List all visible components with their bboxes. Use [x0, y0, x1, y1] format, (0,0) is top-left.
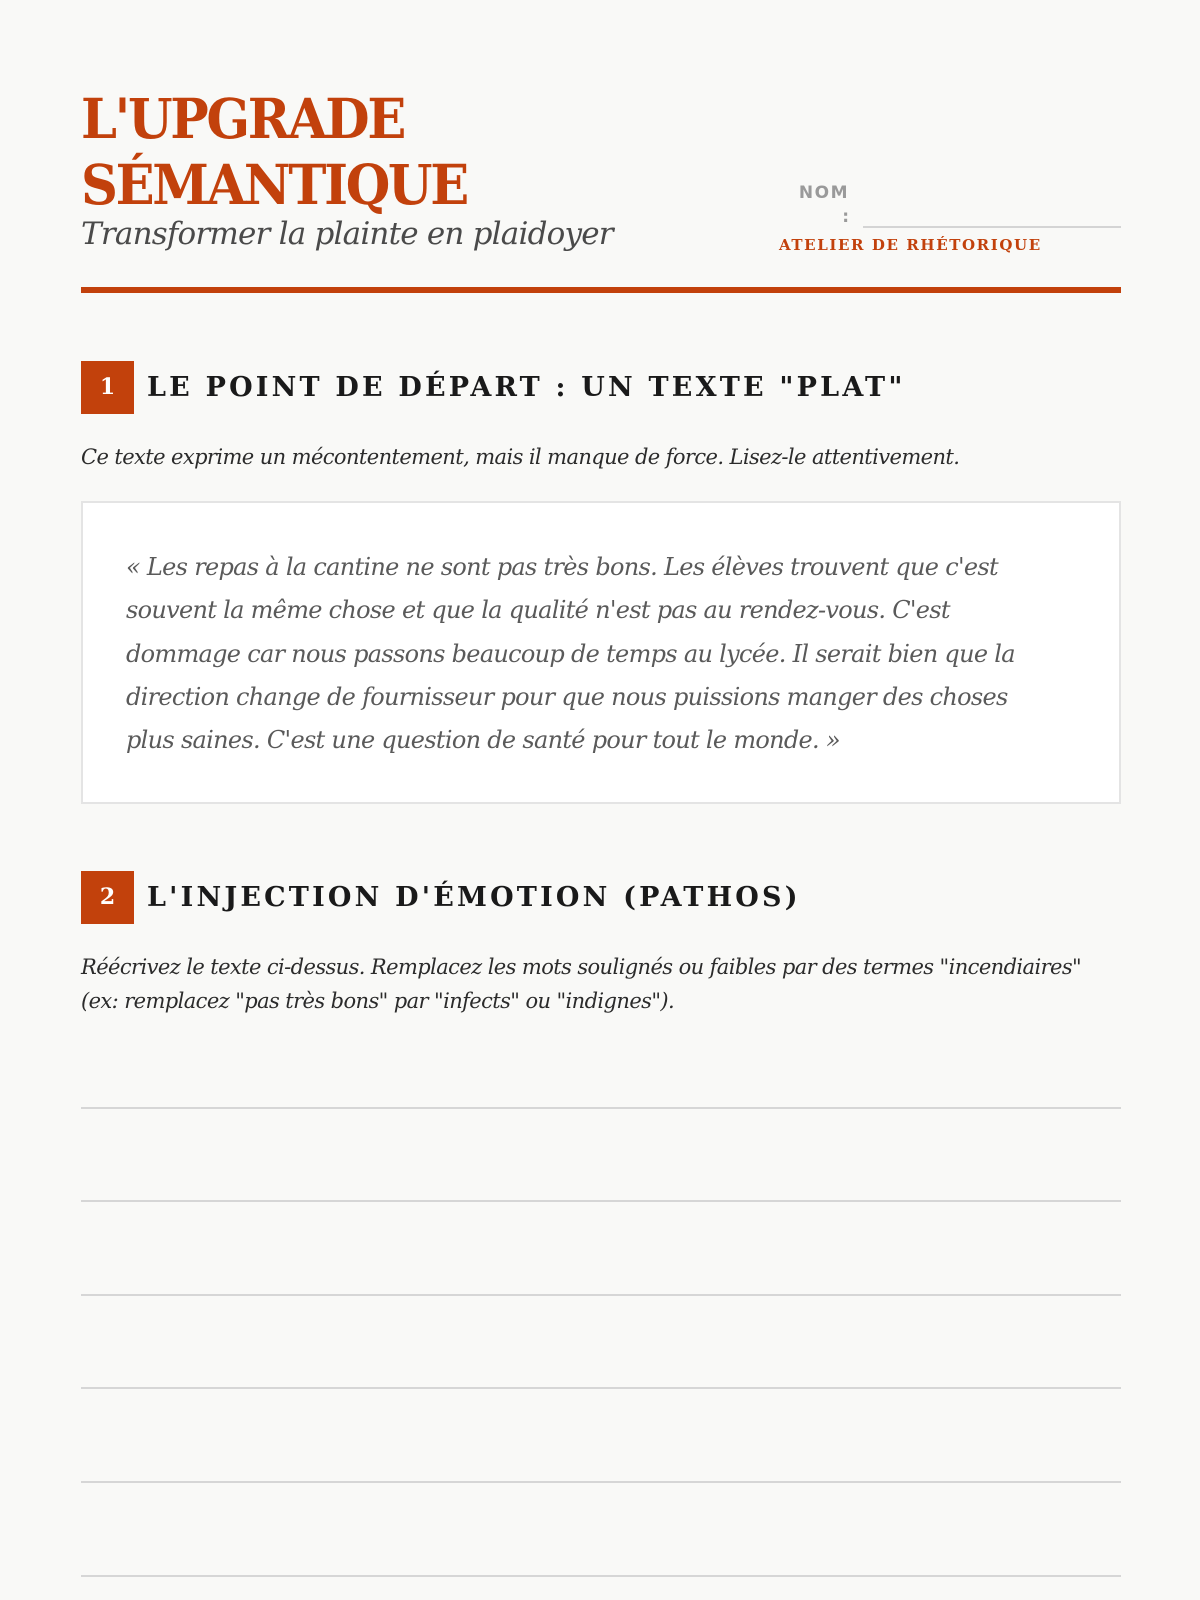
- writing-line[interactable]: [81, 1575, 1121, 1577]
- writing-line[interactable]: [81, 1481, 1121, 1483]
- section-2-title: L'INJECTION D'ÉMOTION (PATHOS): [147, 882, 801, 913]
- section-2-number-badge: 2: [81, 871, 134, 924]
- section-1-heading: [81, 361, 1121, 414]
- header-divider: [81, 287, 1121, 293]
- name-colon: :: [842, 207, 849, 227]
- section-1-number-badge: 1: [81, 361, 134, 414]
- section-2-heading: [81, 871, 1121, 924]
- source-text-box: [81, 501, 1121, 804]
- writing-line[interactable]: [81, 1294, 1121, 1296]
- writing-line[interactable]: [81, 1107, 1121, 1109]
- student-info: [779, 176, 1123, 266]
- name-field[interactable]: [863, 226, 1121, 228]
- section-2-instruction: Réécrivez le texte ci-dessus. Remplacez les mots soulignés ou faibles par des termes "incendiaires" (ex: remplacez "pas très bons" par "infects" ou "indignes").: [81, 955, 1082, 1013]
- section-1-instruction: Ce texte exprime un mécontentement, mais il manque de force. Lisez-le attentivement.: [81, 445, 960, 469]
- worksheet-title: [81, 86, 467, 218]
- title-line-2: SÉMANTIQUE: [81, 152, 467, 217]
- title-line-1: L'UPGRADE: [81, 86, 405, 151]
- name-label: NOM: [798, 183, 849, 203]
- worksheet-page: [81, 0, 1121, 1013]
- section-1-title: LE POINT DE DÉPART : UN TEXTE "PLAT": [147, 372, 906, 403]
- writing-line[interactable]: [81, 1387, 1121, 1389]
- worksheet-subtitle: Transformer la plainte en plaidoyer: [81, 216, 613, 252]
- worksheet-header: [81, 0, 1121, 294]
- writing-line[interactable]: [81, 1200, 1121, 1202]
- workshop-label: ATELIER DE RHÉTORIQUE: [779, 236, 1042, 254]
- source-text-quote: « Les repas à la cantine ne sont pas très bons. Les élèves trouvent que c'est souvent la même chose et que la qualité n'est pas au rendez-vous. C'est dommage car nous passons beaucoup de temps au lycée. Il serait bien que la direction change de fournisseur pour que nous puissions manger des choses plus saines. C'est une question de santé pour tout le monde. »: [126, 553, 1015, 755]
